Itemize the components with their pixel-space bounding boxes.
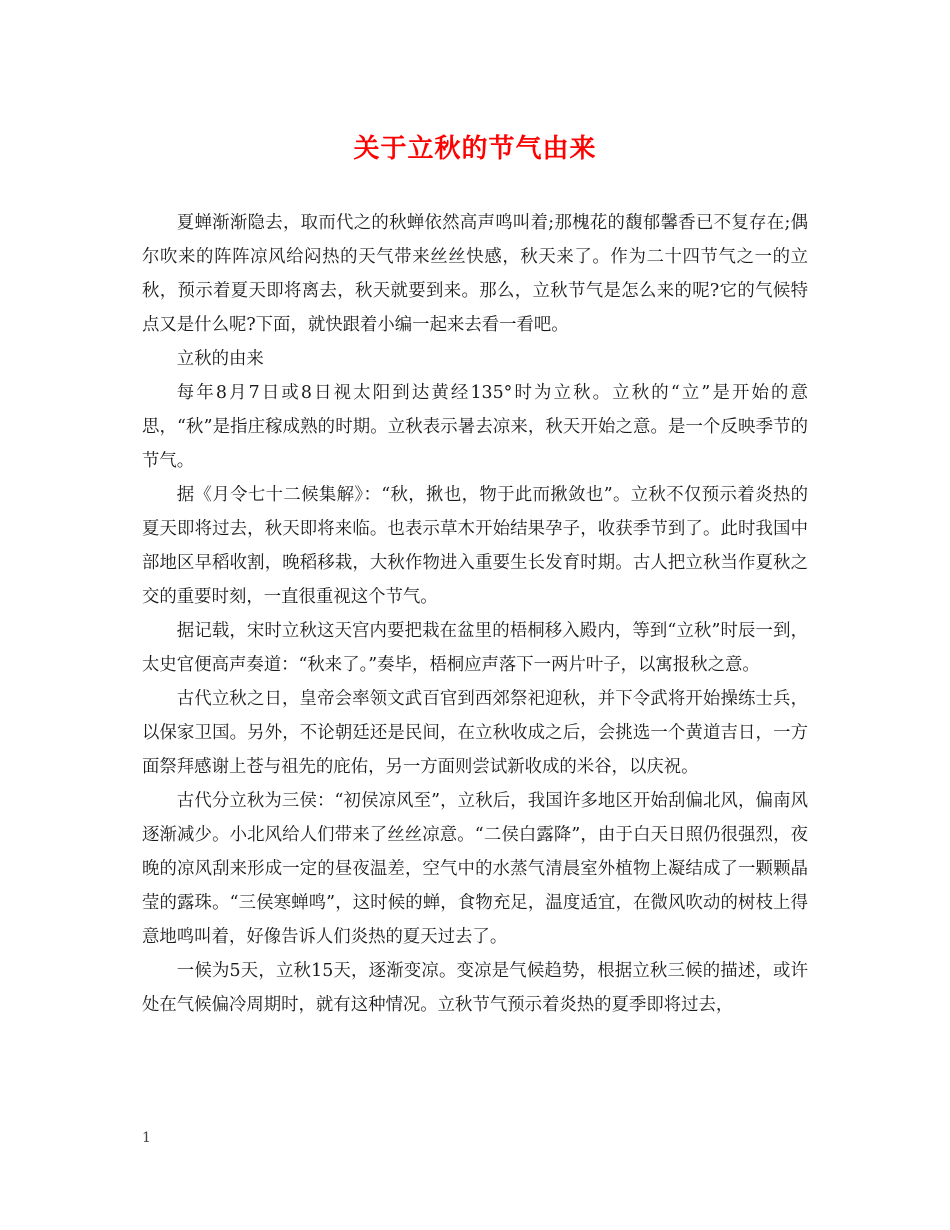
paragraph-date: 每年8月7日或8日视太阳到达黄经135°时为立秋。立秋的“立”是开始的意思，“秋”是指庄稼成熟的时期。立秋表示暑去凉来，秋天开始之意。是一个反映季节的节气。 — [142, 383, 808, 471]
document-title: 关于立秋的节气由来 — [353, 134, 597, 164]
section-heading: 立秋的由来 — [176, 349, 264, 369]
page-number: 1 — [142, 1130, 151, 1146]
paragraph-ancient-ritual: 古代立秋之日，皇帝会率领文武百官到西郊祭祀迎秋，并下令武将开始操练士兵，以保家卫国。另外，不论朝廷还是民间，在立秋收成之后，会挑选一个黄道吉日，一方面祭拜感谢上苍与祖先的庇佑，另一方面则尝试新收成的米谷，以庆祝。 — [142, 689, 808, 777]
paragraph-three-phases: 古代分立秋为三侯：“初侯凉风至”，立秋后，我国许多地区开始刮偏北风，偏南风逐渐减少。小北风给人们带来了丝丝凉意。“二侯白露降”，由于白天日照仍很强烈，夜晚的凉风刮来形成一定的昼夜温差，空气中的水蒸气清晨室外植物上凝结成了一颗颗晶莹的露珠。“三侯寒蝉鸣”，这时候的蝉，食物充足，温度适宜，在微风吹动的树枝上得意地鸣叫着，好像告诉人们炎热的夏天过去了。 — [142, 791, 808, 947]
paragraph-song-dynasty: 据记载，宋时立秋这天宫内要把栽在盆里的梧桐移入殿内，等到“立秋”时辰一到，太史官便高声奏道：“秋来了。”奏毕，梧桐应声落下一两片叶子，以寓报秋之意。 — [142, 621, 808, 675]
paragraph-intro: 夏蝉渐渐隐去，取而代之的秋蝉依然高声鸣叫着;那槐花的馥郁馨香已不复存在;偶尔吹来的阵阵凉风给闷热的天气带来丝丝快感，秋天来了。作为二十四节气之一的立秋，预示着夏天即将离去，秋天就要到来。那么，立秋节气是怎么来的呢?它的气候特点又是什么呢?下面，就快跟着小编一起来去看一看吧。 — [142, 213, 808, 335]
paragraph-climate: 一候为5天，立秋15天，逐渐变凉。变凉是气候趋势，根据立秋三候的描述，或许处在气候偏冷周期时，就有这种情况。立秋节气预示着炎热的夏季即将过去， — [142, 961, 808, 1015]
paragraph-quote: 据《月令七十二候集解》：“秋，揪也，物于此而揪敛也”。立秋不仅预示着炎热的夏天即将过去，秋天即将来临。也表示草木开始结果孕子，收获季节到了。此时我国中部地区早稻收割，晚稻移栽，大秋作物进入重要生长发育时期。古人把立秋当作夏秋之交的重要时刻，一直很重视这个节气。 — [142, 485, 808, 607]
document-body — [142, 206, 808, 1022]
